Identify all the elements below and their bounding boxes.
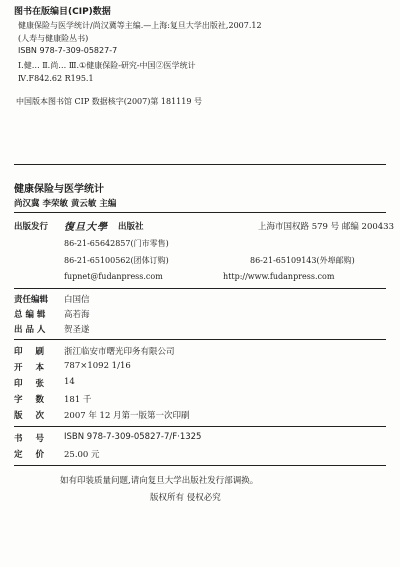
phone-retail: 86-21-65642857(门市零售) bbox=[64, 239, 169, 248]
spec-label: 印刷 bbox=[14, 347, 58, 357]
credit-label: 总 编 辑 bbox=[14, 310, 46, 320]
spec-label: 字数 bbox=[14, 395, 58, 405]
book-authors: 尚汉冀 李荣敏 黄云敏 主编 bbox=[14, 199, 117, 209]
phone-group: 86-21-65100562(团体订购) bbox=[64, 256, 169, 265]
cip-line-5: Ⅳ.F842.62 R195.1 bbox=[18, 74, 94, 83]
divider-bottom bbox=[14, 465, 386, 466]
divider-title bbox=[14, 212, 386, 213]
book-title: 健康保险与医学统计 bbox=[14, 184, 104, 195]
quality-notice: 如有印装质量问题,请向复旦大学出版社发行部调换。 bbox=[60, 476, 259, 486]
spec-value: 181 千 bbox=[64, 395, 92, 405]
publisher-logo: 復旦大學 bbox=[64, 222, 108, 233]
divider-publisher bbox=[14, 288, 386, 289]
phone-export: 86-21-65109143(外埠邮购) bbox=[250, 256, 355, 265]
credit-value: 高若海 bbox=[64, 310, 90, 320]
divider-credits bbox=[14, 339, 386, 340]
isbn-value: ISBN 978-7-309-05827-7/F·1325 bbox=[64, 432, 202, 442]
publisher-email: fupnet@fudanpress.com bbox=[64, 272, 163, 281]
divider-specs bbox=[14, 426, 386, 427]
isbn-label: 书号 bbox=[14, 434, 58, 444]
spec-label: 开本 bbox=[14, 363, 58, 373]
spec-label: 版次 bbox=[14, 411, 58, 421]
price-label: 定价 bbox=[14, 450, 58, 460]
cip-line-3: ISBN 978-7-309-05827-7 bbox=[18, 46, 118, 55]
publisher-name: 出版社 bbox=[118, 222, 144, 232]
credit-value: 白国信 bbox=[64, 295, 90, 305]
spec-label: 印张 bbox=[14, 379, 58, 389]
divider-top bbox=[14, 164, 386, 165]
spec-value: 浙江临安市曙光印务有限公司 bbox=[64, 347, 175, 357]
credit-label: 责任编辑 bbox=[14, 295, 49, 305]
cip-line-4: Ⅰ.健… Ⅱ.尚… Ⅲ.①健康保险-研究-中国②医学统计 bbox=[18, 61, 196, 70]
cip-record: 中国版本图书馆 CIP 数据核字(2007)第 181119 号 bbox=[16, 97, 202, 106]
credit-label: 出 品 人 bbox=[14, 325, 46, 335]
rights-notice: 版权所有 侵权必究 bbox=[150, 493, 221, 503]
price-value: 25.00 元 bbox=[64, 450, 100, 460]
credit-value: 贺圣遂 bbox=[64, 325, 90, 335]
spec-value: 14 bbox=[64, 377, 75, 387]
spec-value: 2007 年 12 月第一版第一次印刷 bbox=[64, 411, 190, 421]
publisher-website: http://www.fudanpress.com bbox=[223, 272, 335, 281]
cip-heading: 图书在版编目(CIP)数据 bbox=[14, 7, 111, 17]
publisher-label: 出版发行 bbox=[14, 222, 49, 232]
cip-line-1: 健康保险与医学统计/尚汉冀等主编.—上海:复旦大学出版社,2007.12 bbox=[18, 21, 262, 30]
spec-value: 787×1092 1/16 bbox=[64, 361, 131, 371]
publisher-address: 上海市国权路 579 号 邮编 200433 bbox=[258, 222, 394, 232]
cip-line-2: (人寿与健康险丛书) bbox=[18, 34, 89, 43]
